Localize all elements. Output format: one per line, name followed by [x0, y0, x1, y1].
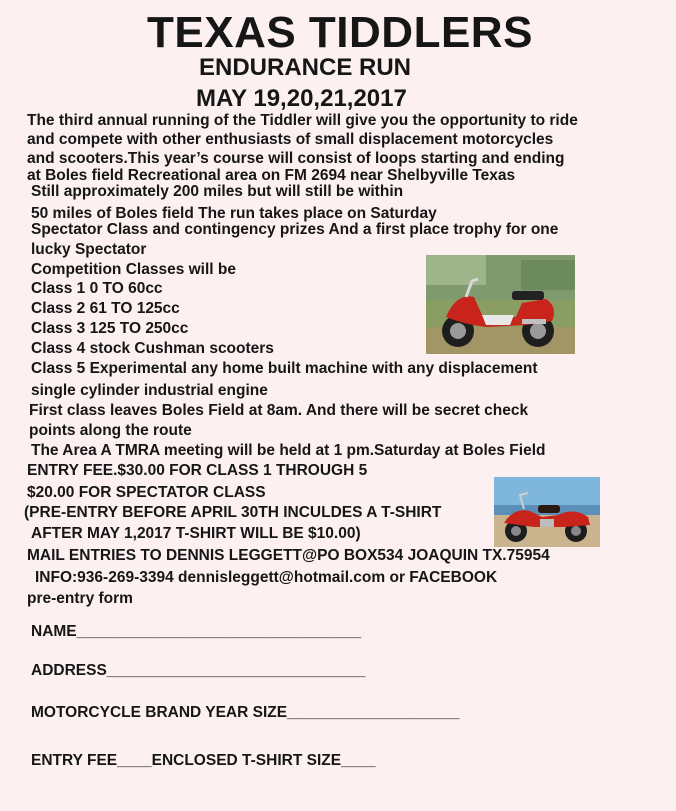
class-item: Class 2 61 TO 125cc	[31, 300, 180, 317]
intro-line: and compete with other enthusiasts of small displacement motorcycles	[27, 131, 554, 148]
form-fee-field: ENTRY FEE____ENCLOSED T-SHIRT SIZE____	[31, 752, 376, 769]
schedule-line: The Area A TMRA meeting will be held at 1 pm.Saturday at Boles Field	[31, 442, 546, 459]
mail-entries: MAIL ENTRIES TO DENNIS LEGGETT@PO BOX534 JOAQUIN TX.75954	[27, 547, 550, 564]
intro-line: and scooters.This year’s course will consist of loops starting and ending	[27, 150, 565, 167]
red-cruiser-photo	[494, 477, 600, 547]
class-item: Class 5 Experimental any home built machine with any displacement	[31, 360, 538, 377]
form-name-field: NAME_________________________________	[31, 623, 362, 640]
contact-info: INFO:936-269-3394 dennisleggett@hotmail.com or FACEBOOK	[35, 569, 498, 586]
intro-line: at Boles field Recreational area on FM 2694 near Shelbyville Texas	[27, 167, 516, 184]
intro-line: 50 miles of Boles field The run takes place on Saturday	[31, 205, 437, 222]
intro-line: Still approximately 200 miles but will still be within	[31, 183, 404, 200]
form-motorcycle-field: MOTORCYCLE BRAND YEAR SIZE____________________	[31, 704, 460, 721]
intro-line: lucky Spectator	[31, 241, 147, 258]
class-item: single cylinder industrial engine	[31, 382, 268, 399]
fee-line: $20.00 FOR SPECTATOR CLASS	[27, 484, 266, 501]
schedule-line: points along the route	[29, 422, 192, 439]
class-item: Class 4 stock Cushman scooters	[31, 340, 274, 357]
class-item: Class 3 125 TO 250cc	[31, 320, 189, 337]
red-motorcycle-photo	[426, 255, 575, 354]
fee-line: AFTER MAY 1,2017 T-SHIRT WILL BE $10.00)	[31, 525, 361, 542]
class-item: Class 1 0 TO 60cc	[31, 280, 163, 297]
classes-heading: Competition Classes will be	[31, 261, 236, 278]
flyer-subtitle: ENDURANCE RUN	[199, 54, 412, 81]
intro-line: The third annual running of the Tiddler will give you the opportunity to ride	[27, 112, 578, 129]
pre-entry-label: pre-entry form	[27, 590, 133, 607]
form-address-field: ADDRESS______________________________	[31, 662, 366, 679]
flyer-title: TEXAS TIDDLERS	[147, 8, 533, 57]
schedule-line: First class leaves Boles Field at 8am. And there will be secret check	[29, 402, 529, 419]
event-dates: MAY 19,20,21,2017	[196, 85, 407, 112]
fee-line: ENTRY FEE.$30.00 FOR CLASS 1 THROUGH 5	[27, 462, 368, 479]
fee-line: (PRE-ENTRY BEFORE APRIL 30TH INCULDES A T-SHIRT	[24, 504, 442, 521]
intro-line: Spectator Class and contingency prizes And a first place trophy for one	[31, 221, 559, 238]
